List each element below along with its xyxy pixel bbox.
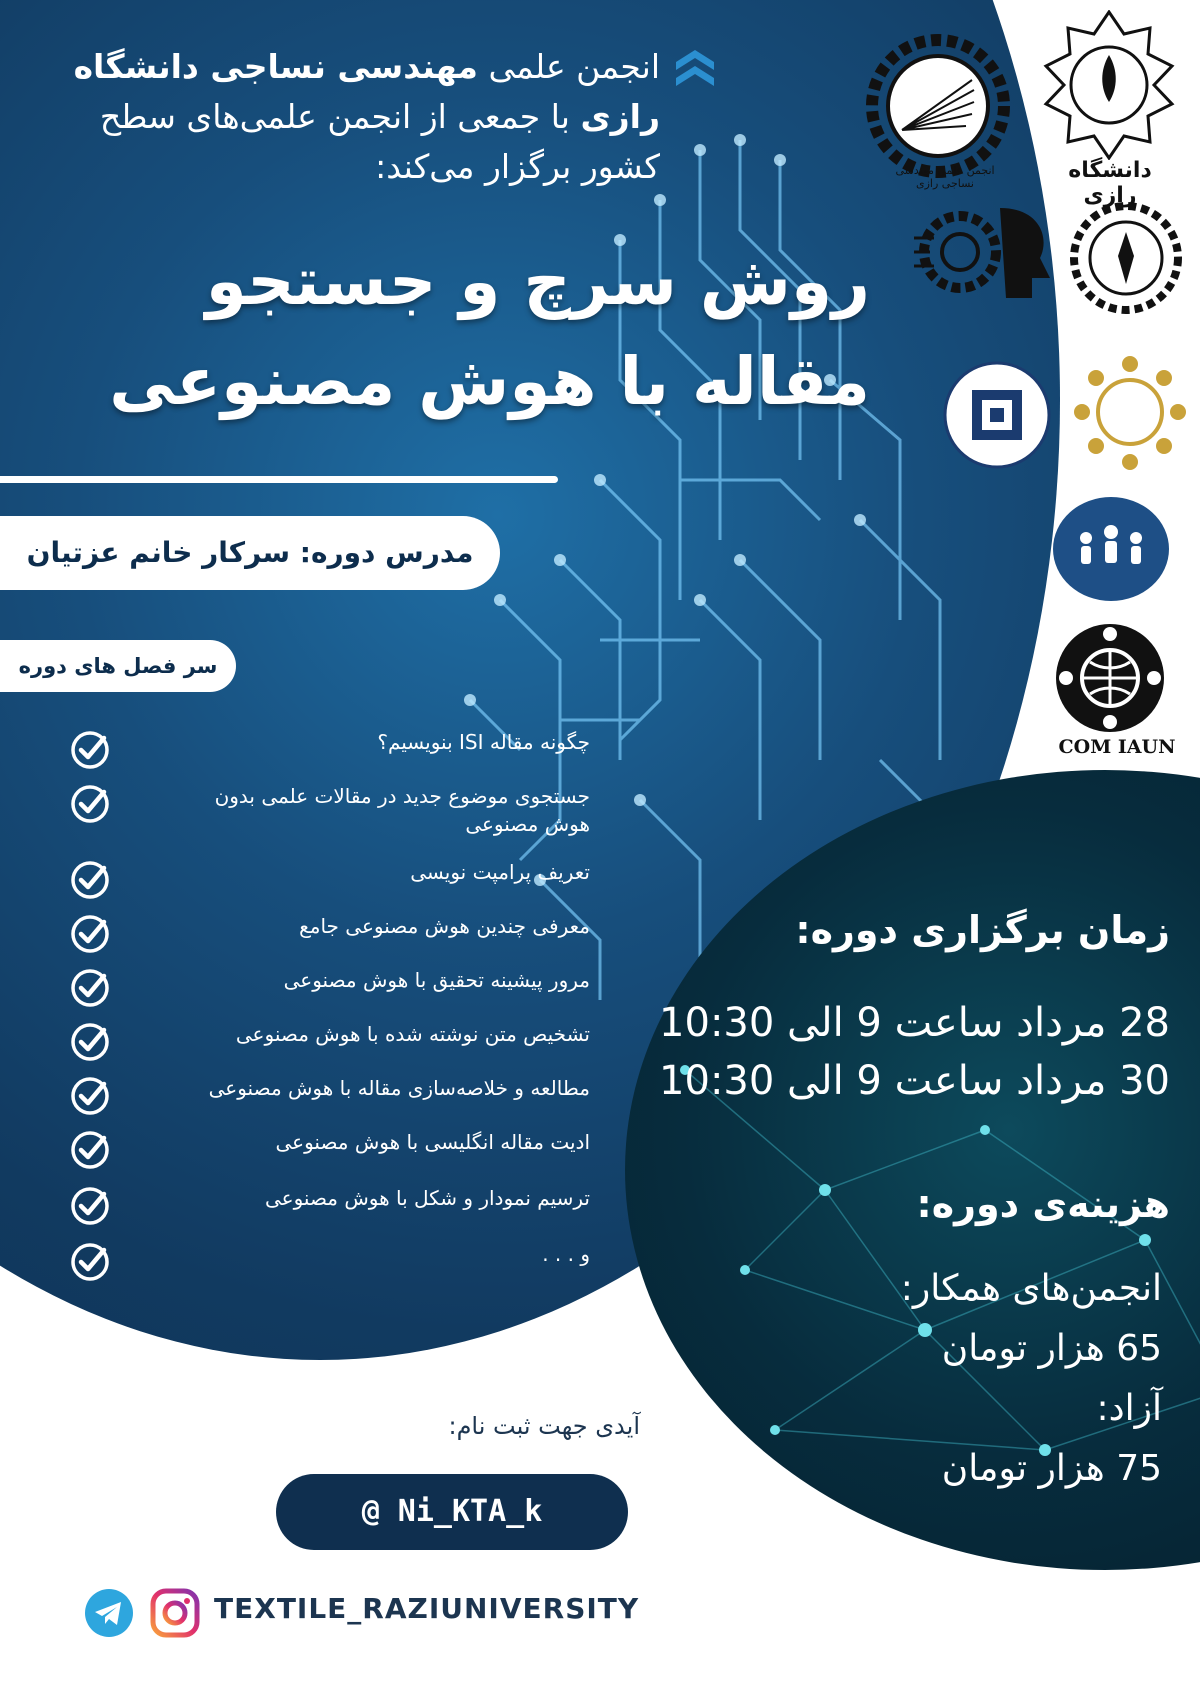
com-iaun-caption: COM IAUN (1058, 736, 1176, 758)
university-seal-logo (938, 360, 1056, 470)
topic-text: مرور پیشینه تحقیق با هوش مصنوعی (283, 968, 590, 992)
topic-text: ترسیم نمودار و شکل با هوش مصنوعی (264, 1186, 590, 1210)
topic-item (70, 1128, 590, 1156)
intro-text (60, 42, 660, 192)
topic-text: تعریف پرامپت نویسی (410, 860, 590, 884)
topic-item (70, 858, 590, 886)
check-icon (70, 968, 110, 1008)
check-icon (70, 1022, 110, 1062)
com-iaun-logo (1052, 620, 1168, 736)
razi-university-caption: دانشگاه رازی (1068, 158, 1152, 208)
social-handle[interactable]: TEXTILE_RAZIUNIVERSITY (214, 1592, 640, 1625)
free-price-label: آزاد: (1096, 1388, 1162, 1429)
registration-id-button[interactable]: @ Ni_KTA_k (276, 1474, 628, 1550)
intro-university: مهندسی نساجی دانشگاه رازی (73, 47, 660, 136)
topic-item (70, 1074, 590, 1102)
schedule-heading: زمان برگزاری دوره: (795, 908, 1170, 952)
partner-price-label: انجمن‌های همکار: (900, 1268, 1162, 1309)
topic-item (70, 1184, 590, 1212)
session-date: 30 مرداد ساعت 9 الی 10:30 (659, 1058, 1170, 1104)
free-price-value: 75 هزار تومان (941, 1448, 1162, 1489)
textile-association-caption: انجمن علمی مهندسی نساجی رازی (895, 164, 995, 190)
check-icon (70, 730, 110, 770)
instructor-badge: مدرس دوره: سرکار خانم عزتیان (0, 516, 500, 590)
cost-heading: هزینه‌ی دوره: (916, 1182, 1170, 1226)
emblem-logo (1068, 200, 1184, 316)
topic-text: معرفی چندین هوش مصنوعی جامع (299, 914, 590, 938)
check-icon (70, 784, 110, 824)
check-icon (70, 860, 110, 900)
divider (0, 476, 558, 483)
check-icon (70, 1242, 110, 1282)
topic-text: چگونه مقاله ISI بنویسیم؟ (377, 730, 590, 754)
registration-label: آیدی جهت ثبت نام: (448, 1412, 640, 1440)
topic-item (70, 728, 590, 756)
check-icon (70, 1076, 110, 1116)
topics-heading: سر فصل های دوره (0, 640, 236, 692)
management-association-logo (1050, 494, 1172, 604)
topic-item (70, 1240, 590, 1268)
topic-item (70, 782, 590, 838)
check-icon (70, 1130, 110, 1170)
partner-price-value: 65 هزار تومان (941, 1328, 1162, 1369)
course-title: روش سرچ و جستجو مقاله با هوش مصنوعی (109, 243, 870, 420)
textile-association-logo (862, 30, 1014, 182)
topic-text: جستجوی موضوع جدید در مقالات علمی بدون هوش مصنوعی (214, 784, 590, 836)
check-icon (70, 914, 110, 954)
topic-text: ادیت مقاله انگلیسی با هوش مصنوعی (275, 1130, 590, 1154)
topic-text: مطالعه و خلاصه‌سازی مقاله با هوش مصنوعی (208, 1076, 590, 1100)
intro-part2: با جمعی از انجمن علمی‌های سطح کشور برگزار می‌کند: (99, 97, 660, 186)
intro-part1: انجمن علمی (488, 47, 660, 86)
topic-item (70, 912, 590, 940)
topic-item (70, 1020, 590, 1048)
topic-text: تشخیص متن نوشته شده با هوش مصنوعی (235, 1022, 590, 1046)
ai-engineering-logo (910, 198, 1056, 306)
check-icon (70, 1186, 110, 1226)
topic-text: و . . . (542, 1242, 590, 1266)
gold-association-logo (1070, 352, 1190, 476)
telegram-icon[interactable] (84, 1588, 134, 1638)
topic-item (70, 966, 590, 994)
razi-university-logo (1040, 10, 1178, 160)
instagram-icon[interactable] (150, 1588, 200, 1638)
session-date: 28 مرداد ساعت 9 الی 10:30 (659, 1000, 1170, 1046)
chevron-logo-icon (672, 48, 718, 94)
